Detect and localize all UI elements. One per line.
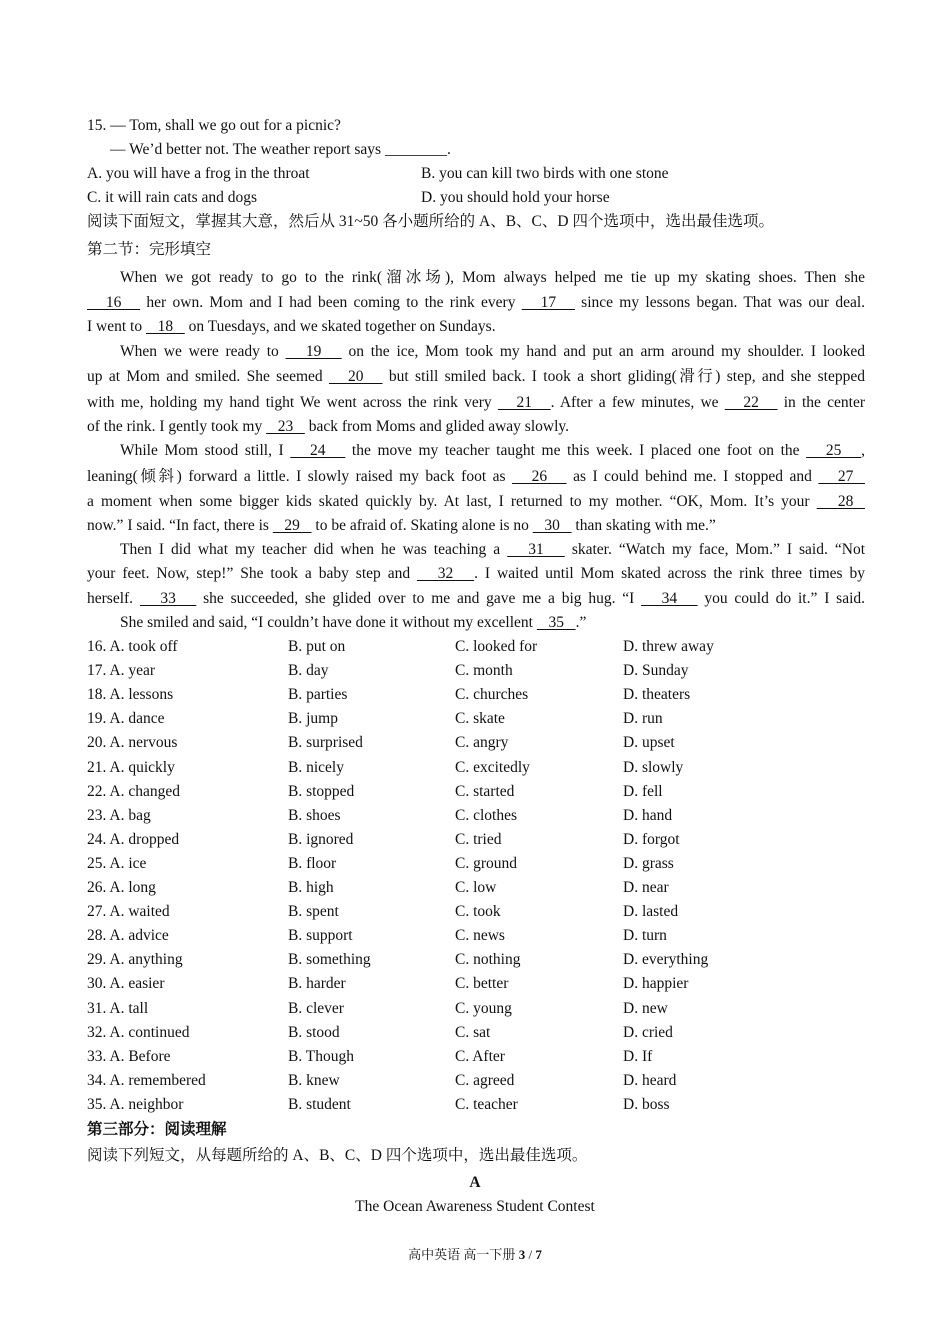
passage-text: but still smiled back. I took a short gliding(滑行) step, and she stepped	[382, 368, 865, 385]
option-c: C. month	[455, 662, 513, 680]
passage-title: The Ocean Awareness Student Contest	[355, 1198, 595, 1215]
option-c: C. nothing	[455, 951, 521, 969]
passage-text: leaning(倾斜) forward a little. I slowly raised my back foot as	[87, 468, 513, 485]
option-b: B. jump	[288, 710, 338, 728]
option-b: B. something	[288, 951, 371, 969]
option-d: D. slowly	[623, 758, 684, 776]
option-a: 31. A. tall	[87, 999, 149, 1017]
cloze-blank: 22	[724, 394, 778, 411]
option-c: C. looked for	[455, 638, 538, 655]
passage-text: as I could behind me. I stopped and	[566, 468, 819, 485]
option-c: C. skate	[455, 710, 505, 728]
option-b: B. day	[288, 662, 329, 680]
section2-instruction: 阅读下面短文，掌握其大意，然后从 31~50 各小题所给的 A、B、C、D 四个选项中，选出最佳选项。	[87, 213, 774, 230]
cloze-blank: 26	[512, 468, 567, 485]
option-a: 23. A. bag	[87, 806, 151, 824]
cloze-blank: 30	[532, 517, 572, 534]
option-d: D. turn	[623, 927, 667, 945]
passage-text: She smiled and said, “I couldn’t have done it without my excellent	[120, 614, 537, 631]
passage-text: up at Mom and smiled. She seemed	[87, 368, 329, 385]
option-b: B. nicely	[288, 758, 344, 776]
option-a: 16. A. took off	[87, 638, 178, 655]
footer-subject: 高中英语 高一下册	[408, 1247, 519, 1262]
cloze-blank: 31	[507, 541, 565, 558]
footer-sep: /	[525, 1247, 536, 1262]
section2-title: 第二节：完形填空	[87, 241, 212, 258]
passage-line	[87, 589, 865, 609]
option-c: C. angry	[455, 734, 509, 752]
option-a: 21. A. quickly	[87, 758, 175, 776]
option-c: C. tried	[455, 830, 502, 848]
passage-text: When we were ready to	[120, 343, 286, 360]
q15-option-b: B. you can kill two birds with one stone	[421, 165, 669, 182]
option-d: D. grass	[623, 854, 674, 872]
option-d: D. near	[623, 879, 669, 896]
passage-line	[87, 317, 865, 337]
option-d: D. forgot	[623, 830, 680, 848]
passage-text: with me, holding my hand tight We went across the rink very	[87, 394, 498, 411]
option-c: C. excitedly	[455, 758, 530, 776]
passage-text: you could do it.” I said.	[697, 590, 866, 607]
passage-line	[87, 564, 865, 584]
option-b: B. clever	[288, 999, 344, 1017]
option-d: D. hand	[623, 806, 673, 824]
option-b: B. stopped	[288, 782, 355, 800]
option-a: 34. A. remembered	[87, 1071, 206, 1089]
passage-line	[87, 293, 865, 313]
option-a: 17. A. year	[87, 662, 156, 680]
option-d: D. Sunday	[623, 662, 689, 680]
option-d: D. run	[623, 710, 663, 728]
passage-text: . I waited until Mom skated across the rink three times by	[474, 565, 866, 582]
option-d: D. threw away	[623, 638, 714, 655]
passage-line	[120, 613, 865, 633]
part3-instruction: 阅读下列短文，从每题所给的 A、B、C、D 四个选项中，选出最佳选项。	[87, 1147, 588, 1164]
option-d: D. heard	[623, 1071, 677, 1089]
cloze-blank: 23	[266, 418, 305, 435]
option-b: B. Though	[288, 1047, 355, 1065]
q15-stem: 15. — Tom, shall we go out for a picnic?	[87, 117, 341, 134]
cloze-blank: 27	[818, 468, 866, 485]
option-c: C. better	[455, 975, 509, 993]
passage-text: the move my teacher taught me this week. I placed one foot on the	[345, 442, 807, 459]
option-b: B. knew	[288, 1071, 340, 1089]
passage-text: a moment when some bigger kids skated quickly by. At last, I returned to my mother. “OK, Mom. It’s your	[87, 493, 817, 510]
option-d: D. lasted	[623, 903, 679, 921]
passage-text: now.” I said. “In fact, there is	[87, 517, 273, 534]
cloze-blank: 35	[536, 614, 576, 631]
passage-text: than skating with me.”	[571, 517, 716, 534]
passage-text: in the center	[777, 394, 865, 411]
option-d: D. new	[623, 999, 668, 1017]
option-c: C. clothes	[455, 806, 517, 824]
option-a: 33. A. Before	[87, 1047, 171, 1065]
passage-text: While Mom stood still, I	[120, 442, 291, 459]
option-b: B. surprised	[288, 734, 363, 752]
passage-text: . After a few minutes, we	[550, 394, 725, 411]
option-c: C. sat	[455, 1023, 491, 1041]
part3-title: 第三部分：阅读理解	[87, 1121, 227, 1138]
option-b: B. parties	[288, 686, 348, 704]
option-c: C. young	[455, 999, 512, 1017]
option-d: D. cried	[623, 1023, 673, 1041]
q15-reply-blank: ________	[384, 141, 447, 158]
passage-text: of the rink. I gently took my	[87, 418, 267, 435]
cloze-blank: 32	[417, 565, 475, 582]
q15-option-c: C. it will rain cats and dogs	[87, 189, 258, 206]
option-c: C. churches	[455, 686, 529, 704]
passage-line	[87, 516, 865, 536]
passage-text: she succeeded, she glided over to me and gave me a big hug. “I	[196, 590, 642, 607]
option-b: B. spent	[288, 903, 339, 921]
page-footer	[0, 1246, 950, 1264]
cloze-blank: 33	[139, 590, 197, 607]
option-b: B. stood	[288, 1023, 340, 1041]
option-c: C. started	[455, 782, 515, 800]
option-d: D. fell	[623, 782, 663, 800]
passage-line	[120, 268, 865, 288]
cloze-blank: 19	[285, 343, 342, 360]
passage-text: I went to	[87, 318, 146, 335]
option-a: 18. A. lessons	[87, 686, 174, 704]
option-c: C. After	[455, 1047, 505, 1065]
option-b: B. student	[288, 1095, 351, 1113]
option-d: D. If	[623, 1047, 653, 1065]
passage-text: on Tuesdays, and we skated together on Sundays.	[184, 318, 496, 335]
passage-line	[87, 393, 865, 413]
section-letter: A	[469, 1174, 481, 1191]
option-a: 24. A. dropped	[87, 830, 180, 848]
passage-text: ,	[861, 442, 866, 459]
option-a: 22. A. changed	[87, 782, 180, 800]
passage-line	[87, 492, 865, 512]
cloze-blank: 34	[641, 590, 698, 607]
passage-text: herself.	[87, 590, 140, 607]
passage-text: her own. Mom and I had been coming to the rink every	[140, 294, 522, 311]
option-d: D. boss	[623, 1095, 670, 1113]
option-c: C. teacher	[455, 1095, 518, 1113]
cloze-blank: 20	[328, 368, 383, 385]
option-a: 26. A. long	[87, 879, 156, 896]
cloze-blank: 25	[806, 442, 862, 459]
cloze-blank: 24	[290, 442, 346, 459]
q15-reply-after: .	[446, 141, 451, 158]
option-d: D. happier	[623, 975, 689, 993]
passage-line	[120, 342, 865, 362]
option-b: B. shoes	[288, 806, 341, 824]
passage-text: since my lessons began. That was our deal.	[574, 294, 866, 311]
cloze-blank: 29	[272, 517, 312, 534]
option-d: D. upset	[623, 734, 675, 752]
q15-reply	[110, 140, 855, 160]
option-b: B. high	[288, 879, 334, 896]
option-c: C. low	[455, 879, 497, 896]
passage-line	[87, 417, 865, 437]
passage-line	[120, 441, 865, 461]
option-a: 20. A. nervous	[87, 734, 178, 752]
option-a: 27. A. waited	[87, 903, 170, 921]
option-d: D. theaters	[623, 686, 691, 704]
footer-page: 3	[518, 1247, 526, 1262]
passage-text: When we got ready to go to the rink(溜冰场), Mom always helped me tie up my skating shoes. Then she	[120, 269, 865, 286]
option-d: D. everything	[623, 951, 709, 969]
option-b: B. support	[288, 927, 353, 945]
option-a: 35. A. neighbor	[87, 1095, 184, 1113]
passage-line	[87, 467, 865, 487]
footer-total: 7	[535, 1247, 542, 1262]
option-c: C. news	[455, 927, 505, 945]
cloze-blank: 17	[521, 294, 575, 311]
q15-option-a: A. you will have a frog in the throat	[87, 165, 310, 182]
passage-text: .”	[575, 614, 587, 631]
passage-text: skater. “Watch my face, Mom.” I said. “Not	[564, 541, 866, 558]
q15-reply-before: — We’d better not. The weather report says	[110, 141, 385, 158]
option-a: 29. A. anything	[87, 951, 183, 969]
option-c: C. ground	[455, 854, 517, 872]
passage-line	[87, 367, 865, 387]
passage-text: your feet. Now, step!” She took a baby step and	[87, 565, 418, 582]
cloze-blank: 16	[87, 294, 141, 311]
option-c: C. agreed	[455, 1071, 515, 1089]
passage-text: on the ice, Mom took my hand and put an arm around my shoulder. I looked	[341, 343, 866, 360]
option-b: B. put on	[288, 638, 346, 655]
option-a: 25. A. ice	[87, 854, 147, 872]
option-a: 30. A. easier	[87, 975, 165, 993]
option-c: C. took	[455, 903, 501, 921]
option-a: 32. A. continued	[87, 1023, 190, 1041]
q15-option-d: D. you should hold your horse	[421, 189, 610, 206]
option-b: B. ignored	[288, 830, 354, 848]
option-b: B. floor	[288, 854, 337, 872]
passage-text: back from Moms and glided away slowly.	[304, 418, 570, 435]
passage-text: Then I did what my teacher did when he was teaching a	[120, 541, 508, 558]
passage-line	[120, 540, 865, 560]
passage-text: to be afraid of. Skating alone is no	[311, 517, 533, 534]
cloze-blank: 18	[145, 318, 185, 335]
cloze-blank: 21	[497, 394, 551, 411]
option-a: 28. A. advice	[87, 927, 169, 945]
cloze-blank: 28	[816, 493, 865, 510]
option-a: 19. A. dance	[87, 710, 165, 728]
option-b: B. harder	[288, 975, 346, 993]
